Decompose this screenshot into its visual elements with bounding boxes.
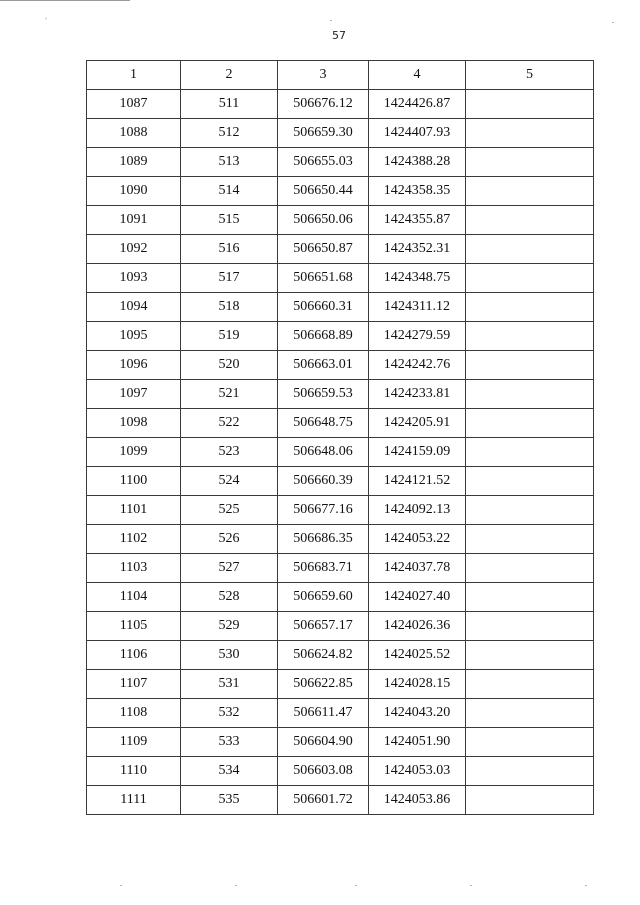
table-row: [87, 409, 594, 438]
coordinates-table: [86, 60, 594, 815]
table-row: [87, 641, 594, 670]
table-cell-col-2: 513: [181, 148, 278, 177]
table-cell-col-5: [466, 728, 594, 757]
table-cell-col-2: 525: [181, 496, 278, 525]
table-cell-col-5: [466, 438, 594, 467]
column-header-4: 4: [369, 61, 466, 90]
table-cell-col-4: 1424025.52: [369, 641, 466, 670]
table-row: [87, 583, 594, 612]
table-cell-col-3: 506603.08: [278, 757, 369, 786]
scan-speck: [235, 885, 237, 886]
table-row: [87, 554, 594, 583]
table-cell-col-4: 1424053.22: [369, 525, 466, 554]
table-cell-col-4: 1424121.52: [369, 467, 466, 496]
table-cell-col-1: 1105: [87, 612, 181, 641]
table-row: [87, 293, 594, 322]
table-cell-col-2: 515: [181, 206, 278, 235]
table-cell-col-2: 533: [181, 728, 278, 757]
table-cell-col-2: 529: [181, 612, 278, 641]
table-cell-col-4: 1424407.93: [369, 119, 466, 148]
table-cell-col-3: 506648.06: [278, 438, 369, 467]
table-cell-col-1: 1093: [87, 264, 181, 293]
table-cell-col-4: 1424051.90: [369, 728, 466, 757]
table-cell-col-1: 1100: [87, 467, 181, 496]
table-cell-col-1: 1106: [87, 641, 181, 670]
table-cell-col-3: 506676.12: [278, 90, 369, 119]
column-header-3: 3: [278, 61, 369, 90]
table-cell-col-1: 1107: [87, 670, 181, 699]
table-row: [87, 438, 594, 467]
table-cell-col-2: 519: [181, 322, 278, 351]
table-cell-col-4: 1424028.15: [369, 670, 466, 699]
table-cell-col-4: 1424053.03: [369, 757, 466, 786]
table-cell-col-4: 1424279.59: [369, 322, 466, 351]
table-cell-col-2: 514: [181, 177, 278, 206]
table-cell-col-5: [466, 554, 594, 583]
table-cell-col-3: 506650.87: [278, 235, 369, 264]
scan-speck: [612, 22, 614, 23]
table-cell-col-1: 1088: [87, 119, 181, 148]
table-cell-col-1: 1104: [87, 583, 181, 612]
table-row: [87, 235, 594, 264]
table-cell-col-4: 1424037.78: [369, 554, 466, 583]
page-number: 57: [332, 29, 346, 42]
table-cell-col-5: [466, 786, 594, 815]
table-row: [87, 177, 594, 206]
table-cell-col-5: [466, 496, 594, 525]
column-header-5: 5: [466, 61, 594, 90]
scan-speck: [120, 885, 122, 886]
table-cell-col-1: 1090: [87, 177, 181, 206]
table-cell-col-2: 518: [181, 293, 278, 322]
table-cell-col-3: 506660.39: [278, 467, 369, 496]
table-cell-col-2: 512: [181, 119, 278, 148]
table-cell-col-1: 1110: [87, 757, 181, 786]
table-cell-col-4: 1424388.28: [369, 148, 466, 177]
table-cell-col-2: 523: [181, 438, 278, 467]
table-cell-col-5: [466, 525, 594, 554]
table-cell-col-3: 506622.85: [278, 670, 369, 699]
header-row: [87, 61, 594, 90]
table-cell-col-2: 534: [181, 757, 278, 786]
table-row: [87, 264, 594, 293]
table-cell-col-2: 522: [181, 409, 278, 438]
table-cell-col-4: 1424053.86: [369, 786, 466, 815]
table-cell-col-5: [466, 119, 594, 148]
table-cell-col-1: 1111: [87, 786, 181, 815]
table-cell-col-2: 530: [181, 641, 278, 670]
table-cell-col-3: 506677.16: [278, 496, 369, 525]
table-cell-col-4: 1424352.31: [369, 235, 466, 264]
table-cell-col-1: 1096: [87, 351, 181, 380]
scan-speck: [355, 885, 357, 886]
table-cell-col-3: 506648.75: [278, 409, 369, 438]
table-cell-col-5: [466, 670, 594, 699]
table-cell-col-1: 1097: [87, 380, 181, 409]
table-row: [87, 380, 594, 409]
table-cell-col-2: 521: [181, 380, 278, 409]
table-cell-col-1: 1092: [87, 235, 181, 264]
table-cell-col-3: 506683.71: [278, 554, 369, 583]
table-cell-col-3: 506657.17: [278, 612, 369, 641]
table-header: [87, 61, 594, 90]
table-cell-col-5: [466, 699, 594, 728]
table-row: [87, 351, 594, 380]
scan-speck: [470, 885, 472, 886]
scan-speck: [585, 885, 587, 886]
table-cell-col-3: 506624.82: [278, 641, 369, 670]
table-body: [87, 90, 594, 815]
table-cell-col-3: 506604.90: [278, 728, 369, 757]
table-cell-col-5: [466, 467, 594, 496]
table-cell-col-3: 506655.03: [278, 148, 369, 177]
table-row: [87, 525, 594, 554]
table-cell-col-2: 531: [181, 670, 278, 699]
table-cell-col-4: 1424205.91: [369, 409, 466, 438]
table-cell-col-2: 516: [181, 235, 278, 264]
scan-artifact-line: [0, 0, 130, 1]
table-cell-col-3: 506601.72: [278, 786, 369, 815]
column-header-1: 1: [87, 61, 181, 90]
column-header-2: 2: [181, 61, 278, 90]
table-cell-col-2: 528: [181, 583, 278, 612]
table-cell-col-5: [466, 148, 594, 177]
table-cell-col-4: 1424027.40: [369, 583, 466, 612]
table-row: [87, 119, 594, 148]
table-cell-col-4: 1424355.87: [369, 206, 466, 235]
table-cell-col-1: 1089: [87, 148, 181, 177]
table-cell-col-4: 1424026.36: [369, 612, 466, 641]
table-cell-col-3: 506686.35: [278, 525, 369, 554]
table-cell-col-4: 1424159.09: [369, 438, 466, 467]
table-cell-col-5: [466, 235, 594, 264]
table-cell-col-5: [466, 757, 594, 786]
table-cell-col-3: 506650.44: [278, 177, 369, 206]
table-row: [87, 670, 594, 699]
table-cell-col-2: 532: [181, 699, 278, 728]
table-cell-col-5: [466, 264, 594, 293]
table-cell-col-1: 1095: [87, 322, 181, 351]
table-row: [87, 728, 594, 757]
table-cell-col-5: [466, 177, 594, 206]
table-cell-col-4: 1424043.20: [369, 699, 466, 728]
table-cell-col-5: [466, 380, 594, 409]
table-cell-col-1: 1098: [87, 409, 181, 438]
table-cell-col-2: 526: [181, 525, 278, 554]
table-cell-col-1: 1108: [87, 699, 181, 728]
table-cell-col-3: 506651.68: [278, 264, 369, 293]
table-cell-col-1: 1109: [87, 728, 181, 757]
table-cell-col-2: 524: [181, 467, 278, 496]
table-cell-col-5: [466, 206, 594, 235]
table-row: [87, 90, 594, 119]
table-cell-col-1: 1101: [87, 496, 181, 525]
table-cell-col-1: 1091: [87, 206, 181, 235]
table-cell-col-1: 1102: [87, 525, 181, 554]
table-cell-col-3: 506659.60: [278, 583, 369, 612]
table-cell-col-2: 535: [181, 786, 278, 815]
table-cell-col-4: 1424358.35: [369, 177, 466, 206]
table-cell-col-5: [466, 293, 594, 322]
table-row: [87, 206, 594, 235]
table-cell-col-3: 506663.01: [278, 351, 369, 380]
table-cell-col-2: 511: [181, 90, 278, 119]
table-cell-col-4: 1424311.12: [369, 293, 466, 322]
table-cell-col-5: [466, 351, 594, 380]
table-cell-col-1: 1094: [87, 293, 181, 322]
table-row: [87, 786, 594, 815]
table-row: [87, 612, 594, 641]
table-cell-col-4: 1424092.13: [369, 496, 466, 525]
scan-speck: [45, 17, 47, 19]
table-cell-col-4: 1424426.87: [369, 90, 466, 119]
table-row: [87, 757, 594, 786]
table-row: [87, 496, 594, 525]
table-cell-col-2: 520: [181, 351, 278, 380]
table-cell-col-5: [466, 322, 594, 351]
table-cell-col-2: 517: [181, 264, 278, 293]
table-cell-col-5: [466, 409, 594, 438]
table-cell-col-3: 506650.06: [278, 206, 369, 235]
table-cell-col-5: [466, 641, 594, 670]
table-cell-col-4: 1424233.81: [369, 380, 466, 409]
table-cell-col-1: 1099: [87, 438, 181, 467]
table-cell-col-1: 1103: [87, 554, 181, 583]
table-row: [87, 322, 594, 351]
table-cell-col-1: 1087: [87, 90, 181, 119]
table-cell-col-3: 506659.30: [278, 119, 369, 148]
table-cell-col-5: [466, 612, 594, 641]
scan-speck: [330, 20, 332, 21]
table-cell-col-3: 506660.31: [278, 293, 369, 322]
table-row: [87, 148, 594, 177]
table-cell-col-4: 1424242.76: [369, 351, 466, 380]
table-row: [87, 467, 594, 496]
table-cell-col-5: [466, 583, 594, 612]
table-cell-col-4: 1424348.75: [369, 264, 466, 293]
table-cell-col-3: 506611.47: [278, 699, 369, 728]
table-cell-col-5: [466, 90, 594, 119]
table-cell-col-3: 506668.89: [278, 322, 369, 351]
table-cell-col-3: 506659.53: [278, 380, 369, 409]
table-cell-col-2: 527: [181, 554, 278, 583]
table-row: [87, 699, 594, 728]
